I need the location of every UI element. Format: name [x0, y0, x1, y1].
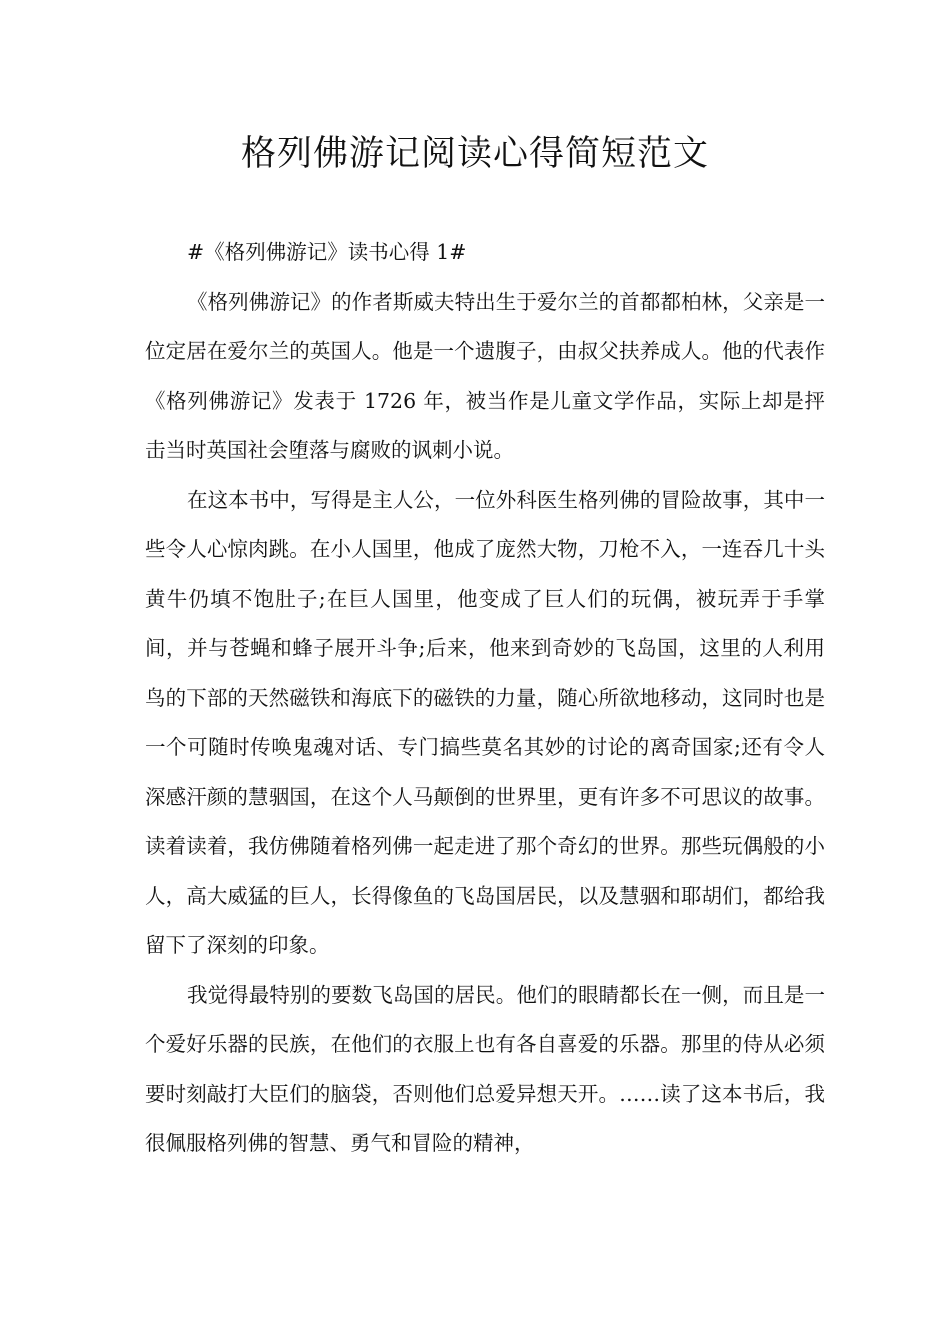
paragraph-story-summary: 在这本书中，写得是主人公，一位外科医生格列佛的冒险故事，其中一些令人心惊肉跳。在小人国里，他成了庞然大物，刀枪不入，一连吞几十头黄牛仍填不饱肚子;在巨人国里，他变成了巨人们的玩偶，被玩弄于手掌间，并与苍蝇和蜂子展开斗争;后来，他来到奇妙的飞岛国，这里的人利用鸟的下部的天然磁铁和海底下的磁铁的力量，随心所欲地移动，这同时也是一个可随时传唤鬼魂对话、专门搞些莫名其妙的讨论的离奇国家;还有令人深感汗颜的慧骃国，在这个人马颠倒的世界里，更有许多不可思议的故事。读着读着，我仿佛随着格列佛一起走进了那个奇幻的世界。那些玩偶般的小人，高大威猛的巨人，长得像鱼的飞岛国居民，以及慧骃和耶胡们，都给我留下了深刻的印象。	[145, 487, 825, 957]
paragraph-author-intro: 《格列佛游记》的作者斯威夫特出生于爱尔兰的首都都柏林，父亲是一位定居在爱尔兰的英国人。他是一个遗腹子，由叔父扶养成人。他的代表作《格列佛游记》发表于 1726 年，被当作是儿童文学作品，实际上却是抨击当时英国社会堕落与腐败的讽刺小说。	[145, 289, 825, 462]
section-heading: #《格列佛游记》读书心得 1#	[187, 240, 467, 264]
document-title: 格列佛游记阅读心得简短范文	[240, 134, 709, 174]
document-body	[145, 228, 825, 1169]
paragraph-flying-island: 我觉得最特别的要数飞岛国的居民。他们的眼睛都长在一侧，而且是一个爱好乐器的民族，在他们的衣服上也有各自喜爱的乐器。那里的侍从必须要时刻敲打大臣们的脑袋，否则他们总爱异想天开。……读了这本书后，我很佩服格列佛的智慧、勇气和冒险的精神，	[145, 982, 825, 1155]
